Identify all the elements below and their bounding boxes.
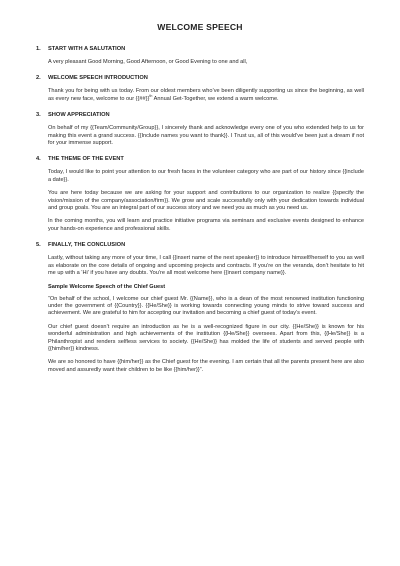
section-body [36, 255, 364, 374]
section-heading [36, 75, 364, 81]
section-theme [36, 156, 364, 233]
section-heading [36, 242, 364, 248]
section-salutation [36, 46, 364, 66]
paragraph: In the coming months, you will learn and practice initiative programs via seminars and exclusive events designed to enhance your hands-on experience and professional skills. [48, 218, 364, 232]
chief-guest-subheading: Sample Welcome Speech of the Chief Guest [48, 283, 166, 290]
section-number: 1. [36, 46, 41, 52]
section-number: 5. [36, 242, 41, 249]
section-heading-text: FINALLY, THE CONCLUSION [48, 242, 126, 249]
paragraph: Lastly, without taking any more of your time, I call {{insert name of the next speaker}} to introduce himself/herself to you as well as elaborate on the core details of ongoing and upcoming projects and contracts. If you’re on the veranda, don’t hesitate to hit me up with a ‘Hi’ if you have any doubts. You’re all most welcome here {{insert company name}}. [48, 255, 364, 277]
section-heading-text: WELCOME SPEECH INTRODUCTION [48, 75, 148, 82]
paragraph: “On behalf of the school, I welcome our chief guest Mr. {{Name}}, who is a dean of the most renowned institution functioning under the government of {{Country}}. {{He/She}} is working towards connecting young minds to strive toward success and achievement. We are grateful to him for accepting our invitation and becoming a chief guest of today’s event. [48, 295, 364, 317]
section-heading [36, 112, 364, 118]
paragraph: On behalf of my {{Team/Community/Group}}, I sincerely thank and acknowledge every one of you who extended help to us for making this event a grand success. {{Include names you want to thank}}. I Trust us, all of this would’ve been just a dream if not for your immense support. [48, 125, 364, 147]
paragraph: You are here today because we are asking for your support and contributions to our organization to realize {{specify the vision/mission of the company/association/firm}}. We grow and scale successfully only with your dedication towards individual and group goals. You are an integral part of our success story and we need you as much as you need us. [48, 190, 364, 212]
section-appreciation [36, 112, 364, 147]
section-introduction [36, 75, 364, 103]
paragraph: Today, I would like to point your attention to our fresh faces in the volunteer category who are part of our history since {{include a date}}. [48, 169, 364, 183]
section-body [36, 59, 364, 66]
section-number: 2. [36, 75, 41, 82]
section-body [36, 169, 364, 233]
section-heading [36, 46, 364, 52]
section-number: 4. [36, 156, 41, 163]
section-number: 3. [36, 112, 41, 119]
section-heading [36, 156, 364, 162]
paragraph: Our chief guest doesn’t require an introduction as he is a well-recognized figure in our city. {{He/She}} is known for his wonderful administration and high achievements of the institution {{He/She}} oversees. Apart from this, {{He/She}} is a Philanthropist and renders selfless services to society. {{He/She}} has molded the life of students and served people with {{him/her}} kindness. [48, 323, 364, 352]
paragraph: Thank you for being with us today. From our oldest members who’ve been diligently supporting us since the beginning, as well as every new face, welcome to our {{##}}$^{th}$ Annual Get-Together, we extend a warm welcome. [48, 88, 364, 102]
section-body [36, 88, 364, 103]
paragraph: We are so honored to have {{him/her}} as the Chief guest for the evening. I am certain that all the parents present here are also moved and assuredly want their children to be like {{him/her}}”. [48, 359, 364, 373]
section-heading-text: SHOW APPRECIATION [48, 112, 110, 119]
section-conclusion [36, 242, 364, 374]
section-heading-text: START WITH A SALUTATION [48, 46, 126, 52]
section-heading-text: THE THEME OF THE EVENT [48, 156, 124, 163]
section-body [36, 125, 364, 147]
paragraph: A very pleasant Good Morning, Good Afternoon, or Good Evening to one and all, [48, 59, 248, 65]
document-title: WELCOME SPEECH [157, 22, 243, 32]
